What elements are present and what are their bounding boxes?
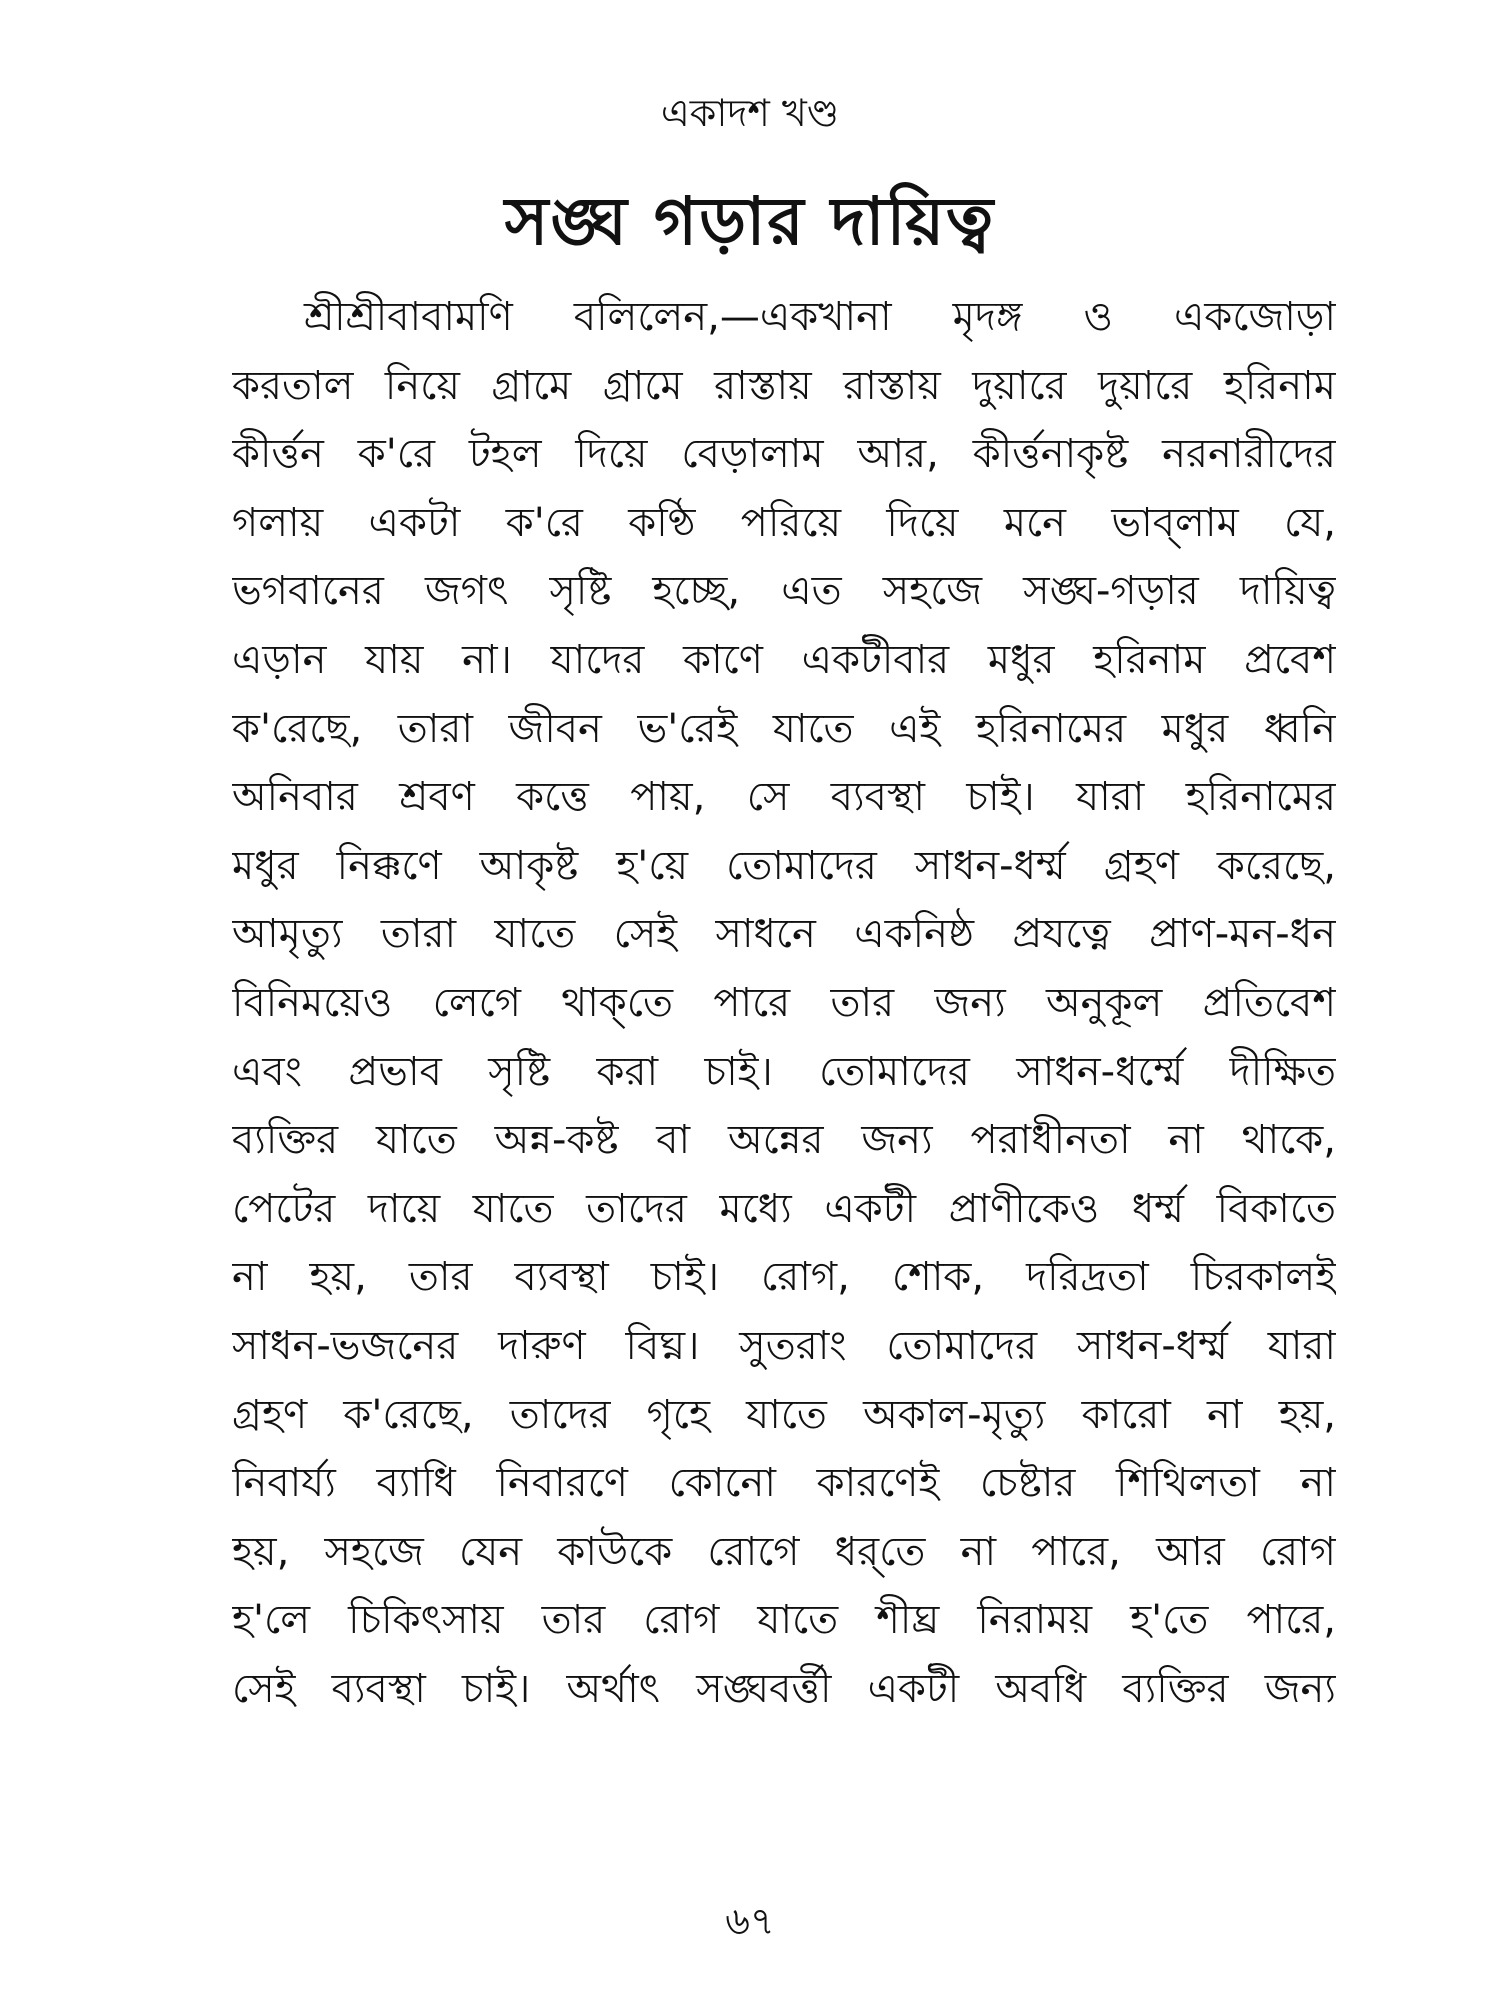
- text-line: অনিবার শ্রবণ কত্তে পায়, সে ব্যবস্থা চাই। যারা হরিনামের: [232, 774, 1336, 821]
- text-line: বিনিময়েও লেগে থাক্‌তে পারে তার জন্য অনুকূল প্রতিবেশ: [232, 979, 1336, 1026]
- text-line: আমৃত্যু তারা যাতে সেই সাধনে একনিষ্ঠ প্রযত্নে প্রাণ-মন-ধন: [232, 911, 1336, 958]
- body-paragraph: [232, 283, 1336, 1723]
- text-line: মধুর নিক্কণে আকৃষ্ট হ'য়ে তোমাদের সাধন-ধর্ম্ম গ্রহণ করেছে,: [232, 842, 1336, 889]
- text-line: না হয়, তার ব্যবস্থা চাই। রোগ, শোক, দরিদ্রতা চিরকালই: [232, 1254, 1336, 1301]
- text-line: ব্যক্তির যাতে অন্ন-কষ্ট বা অন্নের জন্য পরাধীনতা না থাকে,: [232, 1117, 1336, 1164]
- page-number: ৬৭: [725, 1899, 775, 1943]
- running-header: একাদশ খণ্ড: [660, 91, 840, 135]
- text-line: ভগবানের জগৎ সৃষ্টি হচ্ছে, এত সহজে সঙ্ঘ-গড়ার দায়িত্ব: [232, 568, 1336, 615]
- text-line: এবং প্রভাব সৃষ্টি করা চাই। তোমাদের সাধন-ধর্ম্মে দীক্ষিত: [232, 1048, 1336, 1095]
- text-line: ক'রেছে, তারা জীবন ভ'রেই যাতে এই হরিনামের মধুর ধ্বনি: [232, 705, 1336, 752]
- text-line: গলায় একটা ক'রে কণ্ঠি পরিয়ে দিয়ে মনে ভাব্‌লাম যে,: [232, 499, 1336, 546]
- text-line: গ্রহণ ক'রেছে, তাদের গৃহে যাতে অকাল-মৃত্যু কারো না হয়,: [232, 1391, 1336, 1438]
- text-line: করতাল নিয়ে গ্রামে গ্রামে রাস্তায় রাস্তায় দুয়ারে দুয়ারে হরিনাম: [232, 362, 1336, 409]
- chapter-title: সঙ্ঘ গড়ার দায়িত্ব: [504, 183, 996, 260]
- text-line: পেটের দায়ে যাতে তাদের মধ্যে একটী প্রাণীকেও ধর্ম্ম বিকাতে: [232, 1185, 1336, 1232]
- text-line: কীর্ত্তন ক'রে টহল দিয়ে বেড়ালাম আর, কীর্ত্তনাকৃষ্ট নরনারীদের: [232, 431, 1336, 478]
- text-line: শ্রীশ্রীবাবামণি বলিলেন,—একখানা মৃদঙ্গ ও একজোড়া: [304, 294, 1336, 340]
- text-line: হয়, সহজে যেন কাউকে রোগে ধর্‌তে না পারে, আর রোগ: [232, 1528, 1336, 1575]
- text-line: এড়ান যায় না। যাদের কাণে একটীবার মধুর হরিনাম প্রবেশ: [232, 636, 1336, 683]
- text-line: হ'লে চিকিৎসায় তার রোগ যাতে শীঘ্র নিরাময় হ'তে পারে,: [232, 1597, 1336, 1644]
- text-line: নিবার্য্য ব্যাধি নিবারণে কোনো কারণেই চেষ্টার শিথিলতা না: [232, 1460, 1336, 1507]
- text-line: সেই ব্যবস্থা চাই। অর্থাৎ সঙ্ঘবর্ত্তী একটী অবধি ব্যক্তির জন্য: [232, 1665, 1336, 1712]
- text-line: সাধন-ভজনের দারুণ বিঘ্ন। সুতরাং তোমাদের সাধন-ধর্ম্ম যারা: [232, 1322, 1336, 1369]
